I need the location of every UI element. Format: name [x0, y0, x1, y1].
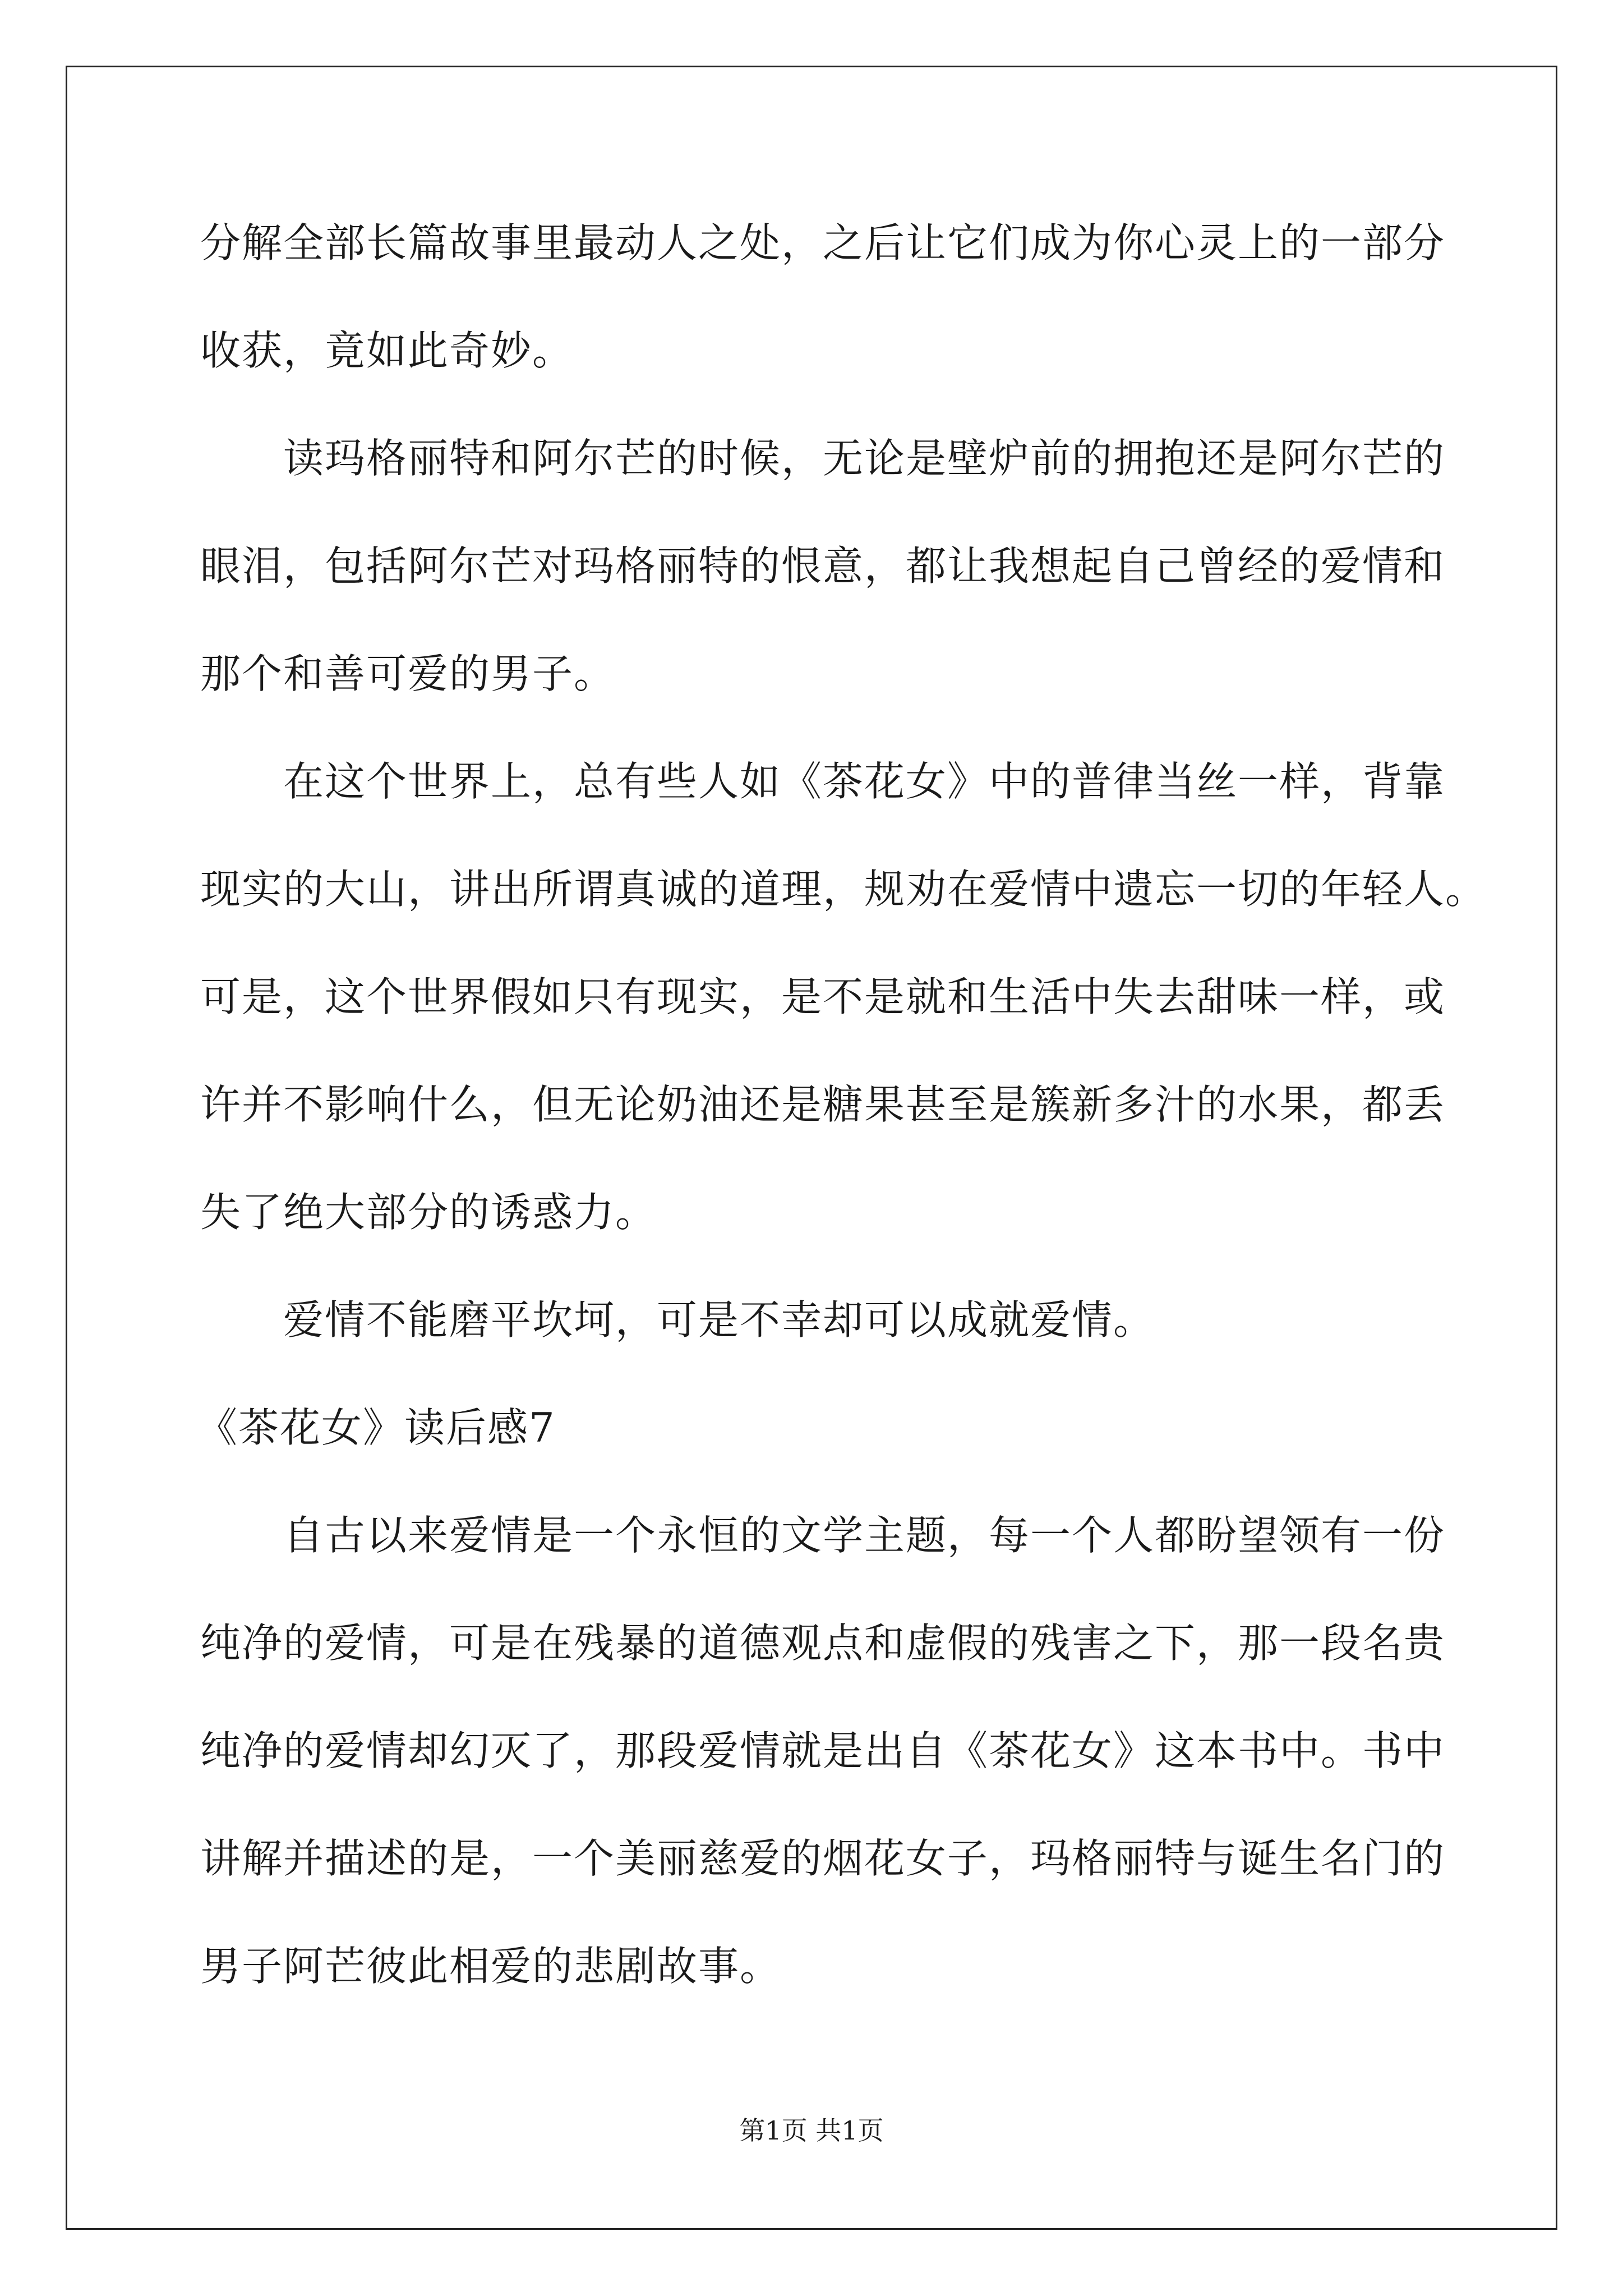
text-line: 分解全部长篇故事里最动人之处，之后让它们成为你心灵上的一部分	[200, 219, 1446, 266]
document-body	[197, 216, 1487, 2047]
section-heading: 《茶花女》读后感7	[197, 1404, 556, 1451]
text-line: 失了绝大部分的诱惑力。	[200, 1189, 657, 1236]
text-line: 男子阿芒彼此相爱的悲剧故事。	[200, 1943, 782, 1990]
paragraph-start-line: 自古以来爱情是一个永恒的文学主题，每一个人都盼望领有一份	[283, 1512, 1446, 1559]
paragraph-start-line: 爱情不能磨平坎坷，可是不幸却可以成就爱情。	[283, 1296, 1155, 1343]
paragraph-start-line: 读玛格丽特和阿尔芒的时候，无论是壁炉前的拥抱还是阿尔芒的	[283, 435, 1446, 482]
paragraph-start-line: 在这个世界上，总有些人如《茶花女》中的普律当丝一样，背靠	[283, 758, 1446, 805]
text-line: 可是，这个世界假如只有现实，是不是就和生活中失去甜味一样，或	[200, 973, 1446, 1020]
text-line: 收获，竟如此奇妙。	[200, 327, 574, 374]
text-line: 那个和善可爱的男子。	[200, 650, 616, 697]
page-number-footer: 第1页 共1页	[739, 2115, 884, 2146]
text-line: 纯净的爱情却幻灭了，那段爱情就是出自《茶花女》这本书中。书中	[200, 1727, 1446, 1774]
text-line: 讲解并描述的是，一个美丽慈爱的烟花女子，玛格丽特与诞生名门的	[200, 1835, 1446, 1882]
text-line: 眼泪，包括阿尔芒对玛格丽特的恨意，都让我想起自己曾经的爱情和	[200, 542, 1446, 590]
text-line: 许并不影响什么，但无论奶油还是糖果甚至是簇新多汁的水果，都丢	[200, 1081, 1446, 1128]
text-line: 现实的大山，讲出所谓真诚的道理，规劝在爱情中遗忘一切的年轻人。	[200, 866, 1487, 913]
text-line: 纯净的爱情，可是在残暴的道德观点和虚假的残害之下，那一段名贵	[200, 1619, 1446, 1667]
